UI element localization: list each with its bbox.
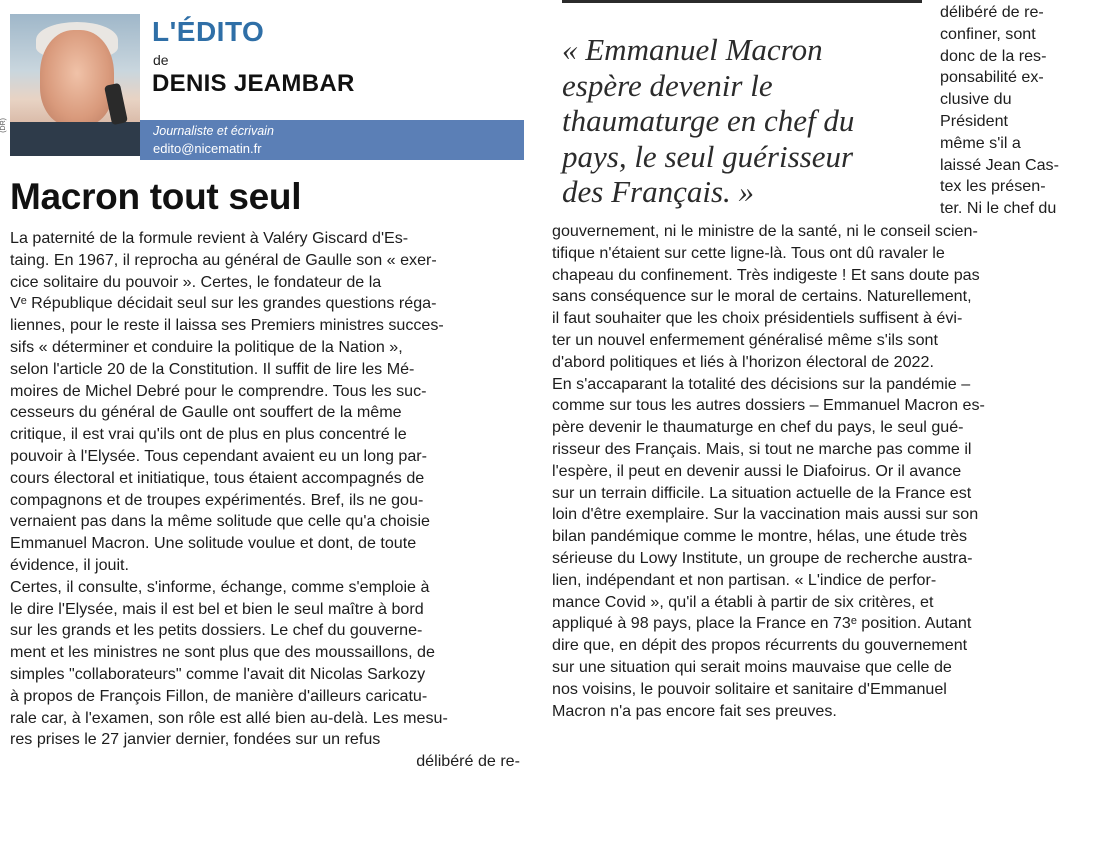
text-line: Vᵉ République décidait seul sur les grandes questions réga- [10, 294, 437, 313]
text-line: donc de la res- [940, 46, 1047, 65]
section-label-de: de [153, 52, 169, 68]
pull-quote [562, 32, 922, 210]
text-line: En s'accaparant la totalité des décisions sur la pandémie – [552, 374, 971, 393]
text-line: risseur des Français. Mais, si tout ne marche pas comme il [552, 439, 972, 458]
text-line: il faut souhaiter que les choix présidentiels suffisent à évi- [552, 309, 963, 328]
text-line: le dire l'Elysée, mais il est bel et bien le seul maître à bord [10, 599, 424, 618]
text-line: moires de Michel Debré pour le comprendre. Tous les suc- [10, 381, 427, 400]
phone-icon [104, 83, 128, 125]
quote-top-rule [562, 0, 922, 3]
text-line: pays, le seul guérisseur [562, 138, 854, 174]
article-body-side [940, 2, 1090, 220]
author-photo [10, 14, 140, 156]
text-line: ment et les ministres ne sont plus que des moussaillons, de [10, 643, 435, 662]
text-line: à propos de François Fillon, de manière d'ailleurs caricatu- [10, 686, 428, 705]
text-line: l'espère, il peut en devenir aussi le Diafoirus. Or il avance [552, 461, 962, 480]
text-line: d'abord politiques et liés à l'horizon électoral de 2022. [552, 352, 934, 371]
text-line: loin d'être exemplaire. Sur la vaccination mais aussi sur son [552, 505, 979, 524]
text-line: délibéré de re- [940, 3, 1044, 21]
text-line: selon l'article 20 de la Constitution. Il suffit de lire les Mé- [10, 359, 415, 378]
text-line: évidence, il jouit. [10, 555, 129, 574]
author-photo-face [40, 30, 114, 126]
text-line: sur les grands et les petits dossiers. Le chef du gouverne- [10, 621, 423, 640]
text-line: comme sur tous les autres dossiers – Emmanuel Macron es- [552, 396, 985, 415]
text-line: res prises le 27 janvier dernier, fondées sur un refus [10, 730, 381, 749]
text-line: simples "collaborateurs" comme l'avait dit Nicolas Sarkozy [10, 664, 426, 683]
text-line: sérieuse du Lowy Institute, un groupe de recherche austra- [552, 548, 973, 567]
article-body-right [552, 221, 1090, 722]
article-body-left [10, 228, 522, 773]
author-name: DENIS JEAMBAR [152, 70, 355, 97]
text-line: rale car, à l'examen, son rôle est allé bien au-delà. Les mesu- [10, 708, 448, 727]
text-line: sur un terrain difficile. La situation actuelle de la France est [552, 483, 972, 502]
text-line: thaumaturge en chef du [562, 103, 855, 138]
text-line: sur une situation qui serait moins mauvaise que celle de [552, 657, 952, 676]
text-line: des Français. » [562, 174, 755, 209]
text-line: confiner, sont [940, 24, 1036, 43]
text-line: tex les présen- [940, 177, 1046, 196]
text-line: bilan pandémique comme le montre, hélas, une étude très [552, 527, 968, 546]
text-line: père devenir le thaumaturge en chef du pays, le seul gué- [552, 418, 964, 437]
text-line: ponsabilité ex- [940, 68, 1044, 87]
section-label: L'ÉDITO [152, 16, 265, 47]
author-photo-shirt [10, 122, 140, 156]
text-line: même s'il a [940, 133, 1021, 152]
text-line: tifique n'étaient sur cette ligne-là. Tous ont dû ravaler le [552, 243, 945, 262]
text-line: dire que, en dépit des propos récurrents du gouvernement [552, 636, 968, 655]
text-line: ter un nouvel enfermement généralisé même s'ils sont [552, 330, 938, 349]
text-line: mance Covid », qu'il a établi à partir de six critères, et [552, 592, 934, 611]
article-title: Macron tout seul [10, 176, 302, 217]
column-gutter [524, 0, 546, 858]
text-line: Président [940, 111, 1008, 130]
text-line: critique, il est vrai qu'ils ont de plus en plus concentré le [10, 425, 407, 444]
text-line: clusive du [940, 90, 1012, 109]
text-line: appliqué à 98 pays, place la France en 73ᵉ position. Autant [552, 614, 972, 633]
text-line: « Emmanuel Macron [562, 32, 823, 67]
text-line: vernaient pas dans la même solitude que celle qu'a choisie [10, 512, 430, 531]
text-line: cesseurs du général de Gaulle ont souffert de la même [10, 403, 402, 422]
text-line: cice solitaire du pouvoir ». Certes, le fondateur de la [10, 272, 382, 291]
text-line: lien, indépendant et non partisan. « L'indice de perfor- [552, 570, 937, 589]
text-line: Certes, il consulte, s'informe, échange, comme s'emploie à [10, 577, 430, 596]
text-line: sifs « déterminer et conduire la politique de la Nation », [10, 337, 403, 356]
text-line: chapeau du confinement. Très indigeste ! Et sans doute pas [552, 265, 980, 284]
text-line: espère devenir le [562, 67, 773, 103]
text-line: compagnons et de troupes expérimentés. Bref, ils ne gou- [10, 490, 424, 509]
text-line: nos voisins, le pouvoir solitaire et sanitaire d'Emmanuel [552, 679, 947, 698]
text-line: taing. En 1967, il reprocha au général de Gaulle son « exer- [10, 250, 437, 269]
text-line: ter. Ni le chef du [940, 199, 1057, 218]
text-line: délibéré de re- [416, 752, 520, 771]
text-line: pouvoir à l'Elysée. Tous cependant avaient eu un long par- [10, 446, 428, 465]
text-line: cours électoral et initiatique, tous étaient accompagnés de [10, 468, 425, 487]
text-line: gouvernement, ni le ministre de la santé, ni le conseil scien- [552, 222, 978, 240]
text-line: Macron n'a pas encore fait ses preuves. [552, 701, 837, 720]
text-line: laissé Jean Cas- [940, 155, 1059, 174]
text-line: liennes, pour le reste il laissa ses Premiers ministres succes- [10, 316, 444, 335]
author-email: edito@nicematin.fr [153, 141, 262, 156]
text-line: sans conséquence sur le moral de certains. Naturellement, [552, 287, 972, 306]
text-line: La paternité de la formule revient à Valéry Giscard d'Es- [10, 229, 409, 247]
photo-credit: (DR) [0, 118, 7, 133]
author-role: Journaliste et écrivain [153, 124, 274, 138]
text-line: Emmanuel Macron. Une solitude voulue et dont, de toute [10, 534, 417, 553]
